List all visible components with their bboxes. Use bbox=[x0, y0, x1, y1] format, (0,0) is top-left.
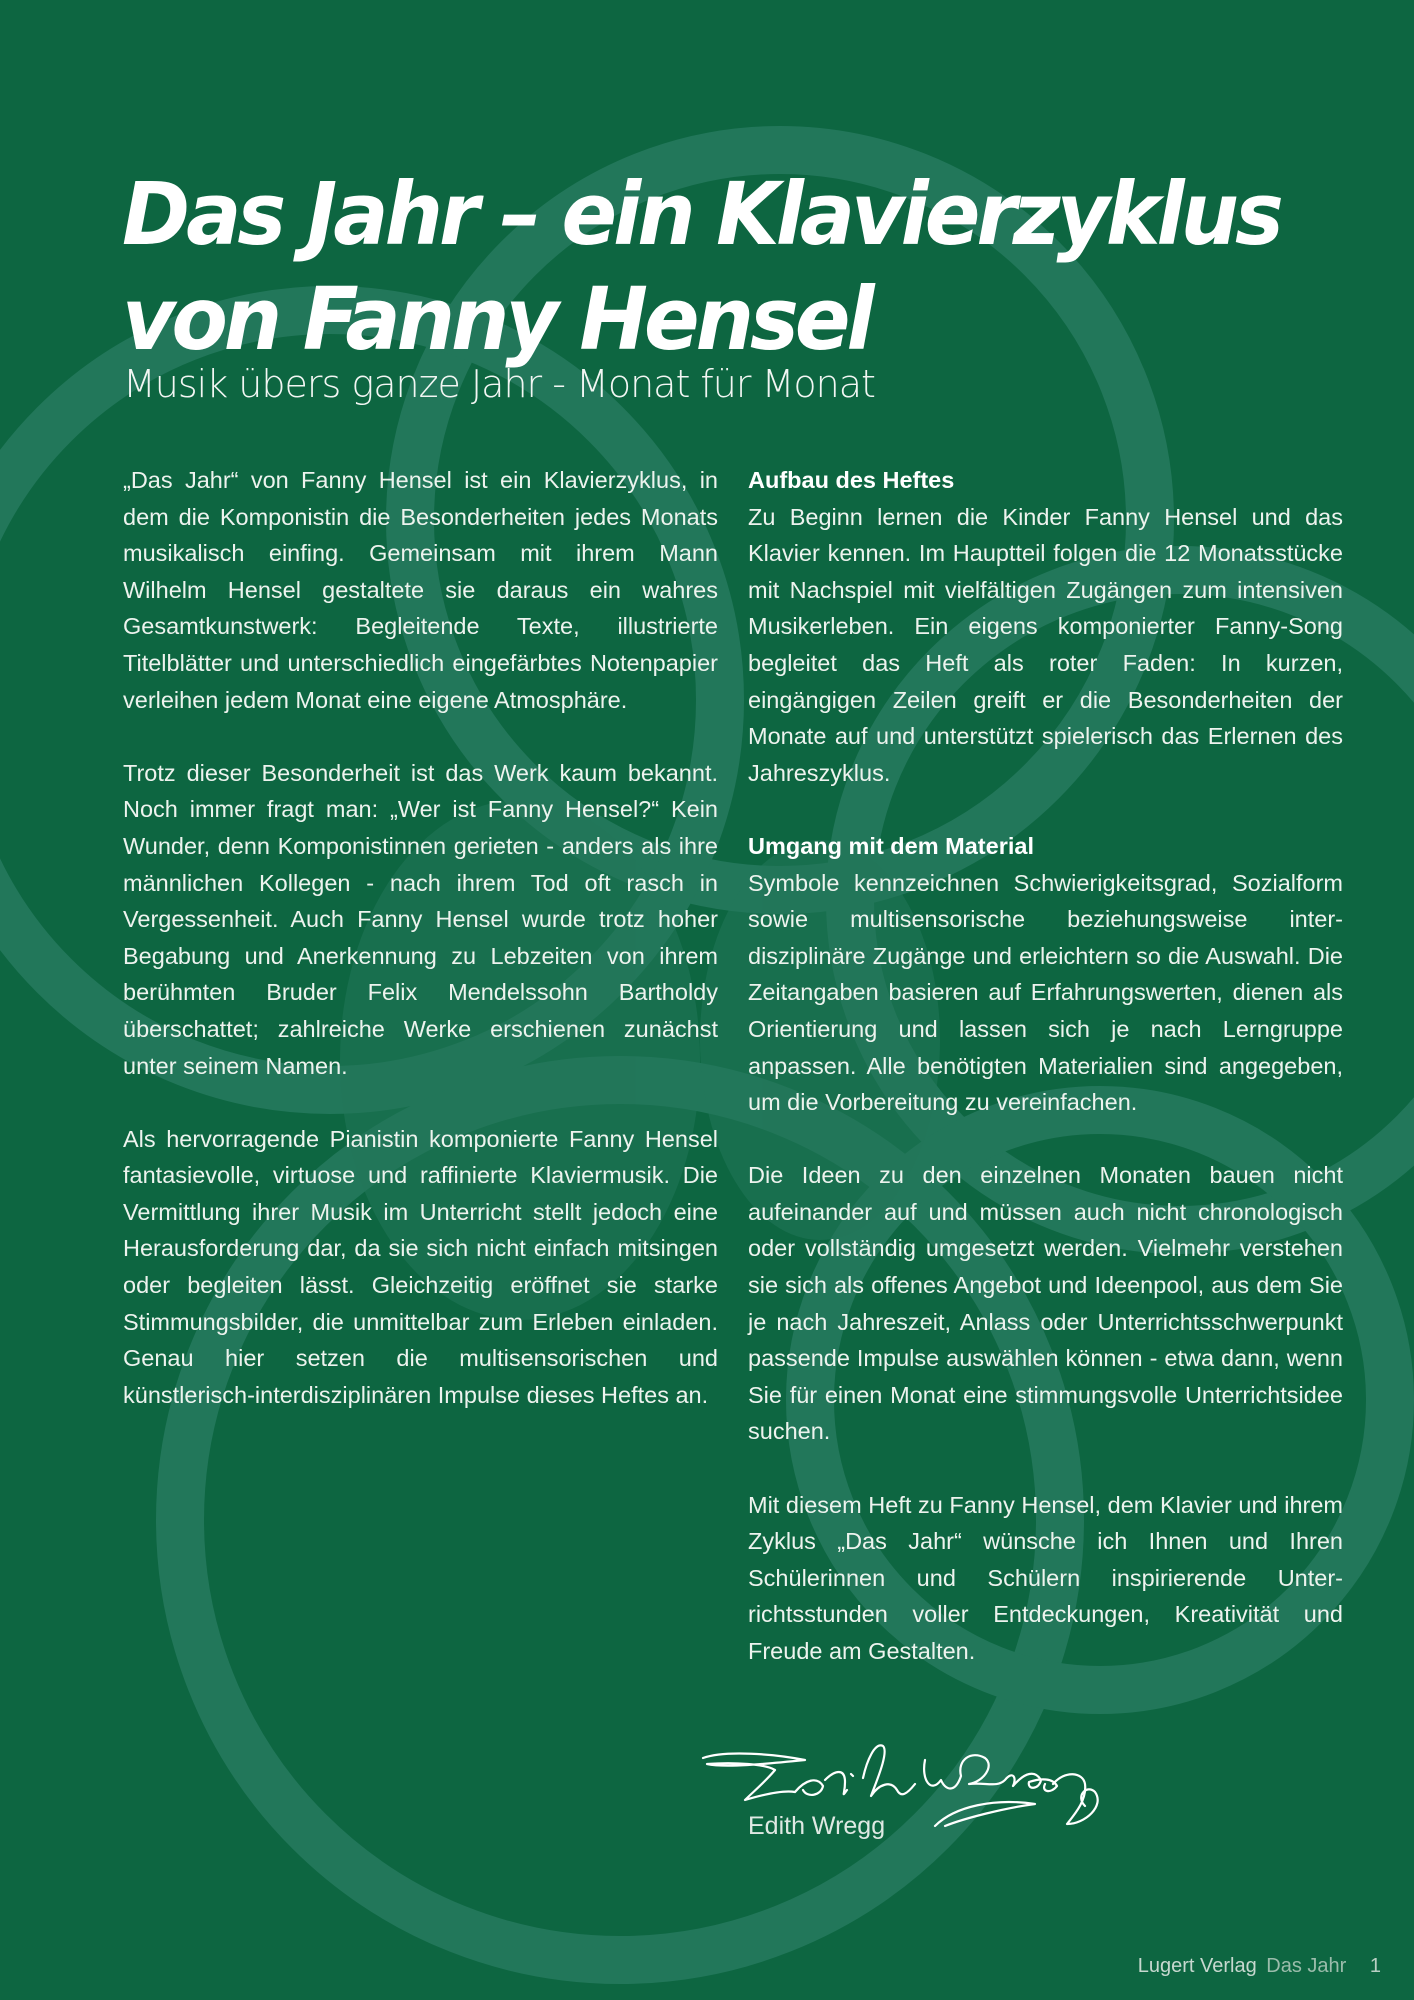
pianist-paragraph: Als hervorragende Pianistin komponierte Fanny Hensel fantasievolle, virtuose und raffinierte Klaviermusik. Die Vermittlung ihrer Musik im Unterricht stellt jedoch eine Herausforderung dar, da sie sich nicht einfach mitsingen oder begleiten lässt. Gleichzeitig eröffnet sie starke Stimmungsbilder, die unmittelbar zum Erleben einladen. Genau hier setzen die multisensorischen und künstlerisch-interdisziplinären Impulse dieses Heftes an. bbox=[123, 1125, 718, 1408]
page-title bbox=[122, 163, 1322, 373]
section-text-aufbau: Zu Beginn lernen die Kinder Fanny Hensel und das Klavier kennen. Im Hauptteil folgen die 12 Monatsstücke mit Nachspiel mit vielfältigen Zugängen zum intensiven Musikerleben. Ein eigens komponierter Fanny-Song begleitet das Heft als roter Faden: In kurzen, eingängigen Zeilen greift er die Besonderheiten der Monate auf und unterstützt spielerisch das Erlernen des Jahreszyklus. bbox=[748, 503, 1343, 786]
title-line-2: von Fanny Hensel bbox=[122, 270, 871, 370]
footer-publisher: Lugert Verlag bbox=[1137, 1955, 1257, 1977]
page-subtitle: Musik übers ganze Jahr - Monat für Monat bbox=[123, 362, 875, 406]
page-number: 1 bbox=[1369, 1955, 1381, 1977]
section-heading-umgang: Umgang mit dem Material bbox=[748, 832, 1034, 859]
closing-paragraph: Mit diesem Heft zu Fanny Hensel, dem Klavier und ihrem Zyklus „Das Jahr“ wünsche ich Ihnen und Ihren Schülerinnen und Schülern inspirierende Unterrichtsstunden voller Entdeckungen, Kreativität und Freude am Gestalten. bbox=[748, 1491, 1343, 1664]
title-line-1: Das Jahr – ein Klavierzyklus bbox=[122, 165, 1280, 265]
signature-name: Edith Wregg bbox=[748, 1812, 886, 1840]
history-paragraph: Trotz dieser Besonderheit ist das Werk kaum bekannt. Noch immer fragt man: „Wer ist Fanny Hensel?“ Kein Wunder, denn Komponistinnen gerieten - anders als ihre männlichen Kollegen - nach ihrem Tod oft rasch in Vergessenheit. Auch Fanny Hensel wurde trotz hoher Begabung und Anerkennung zu Lebzeiten von ihrem berühmten Bruder Felix Mendelssohn Bartholdy überschattet; zahlreiche Werke erschienen zunächst unter seinem Namen. bbox=[123, 759, 718, 1079]
right-column bbox=[748, 462, 1343, 1706]
page-footer bbox=[1138, 1955, 1381, 1978]
section-heading-aufbau: Aufbau des Heftes bbox=[748, 467, 955, 493]
ideas-paragraph: Die Ideen zu den einzelnen Monaten bauen nicht aufeinander auf und müssen auch nicht chronologisch oder vollständig umgesetzt werden. Vielmehr verstehen sie sich als offenes Angebot und Ideenpool, aus dem Sie je nach Jahreszeit, Anlass oder Unterrichtsschwerpunkt passende Impulse auswählen können - etwa dann, wenn Sie für einen Monat eine stimmungsvolle Unterrichtsidee suchen. bbox=[748, 1162, 1343, 1445]
section-text-umgang: Symbole kennzeichnen Schwierigkeitsgrad, Sozialform sowie multisensorische beziehungsweise interdisziplinäre Zugänge und erleichtern so die Auswahl. Die Zeitangaben basieren auf Erfahrungswerten, dienen als Orientierung und lassen sich je nach Lerngruppe anpassen. Alle benötigten Materialien sind angegeben, um die Vorbereitung zu vereinfachen. bbox=[748, 869, 1343, 1116]
intro-paragraph: „Das Jahr“ von Fanny Hensel ist ein Klavierzyklus, in dem die Komponistin die Besonderheiten jedes Monats musikalisch einfing. Gemeinsam mit ihrem Mann Wilhelm Hensel gestaltete sie daraus ein wahres Gesamtkunstwerk: Begleitende Texte, illustrierte Titelblätter und unterschiedlich eingefärbtes Notenpapier verleihen jedem Monat eine eigene Atmosphäre. bbox=[123, 467, 718, 713]
left-column bbox=[123, 462, 718, 1450]
footer-book-title: Das Jahr bbox=[1266, 1955, 1347, 1977]
